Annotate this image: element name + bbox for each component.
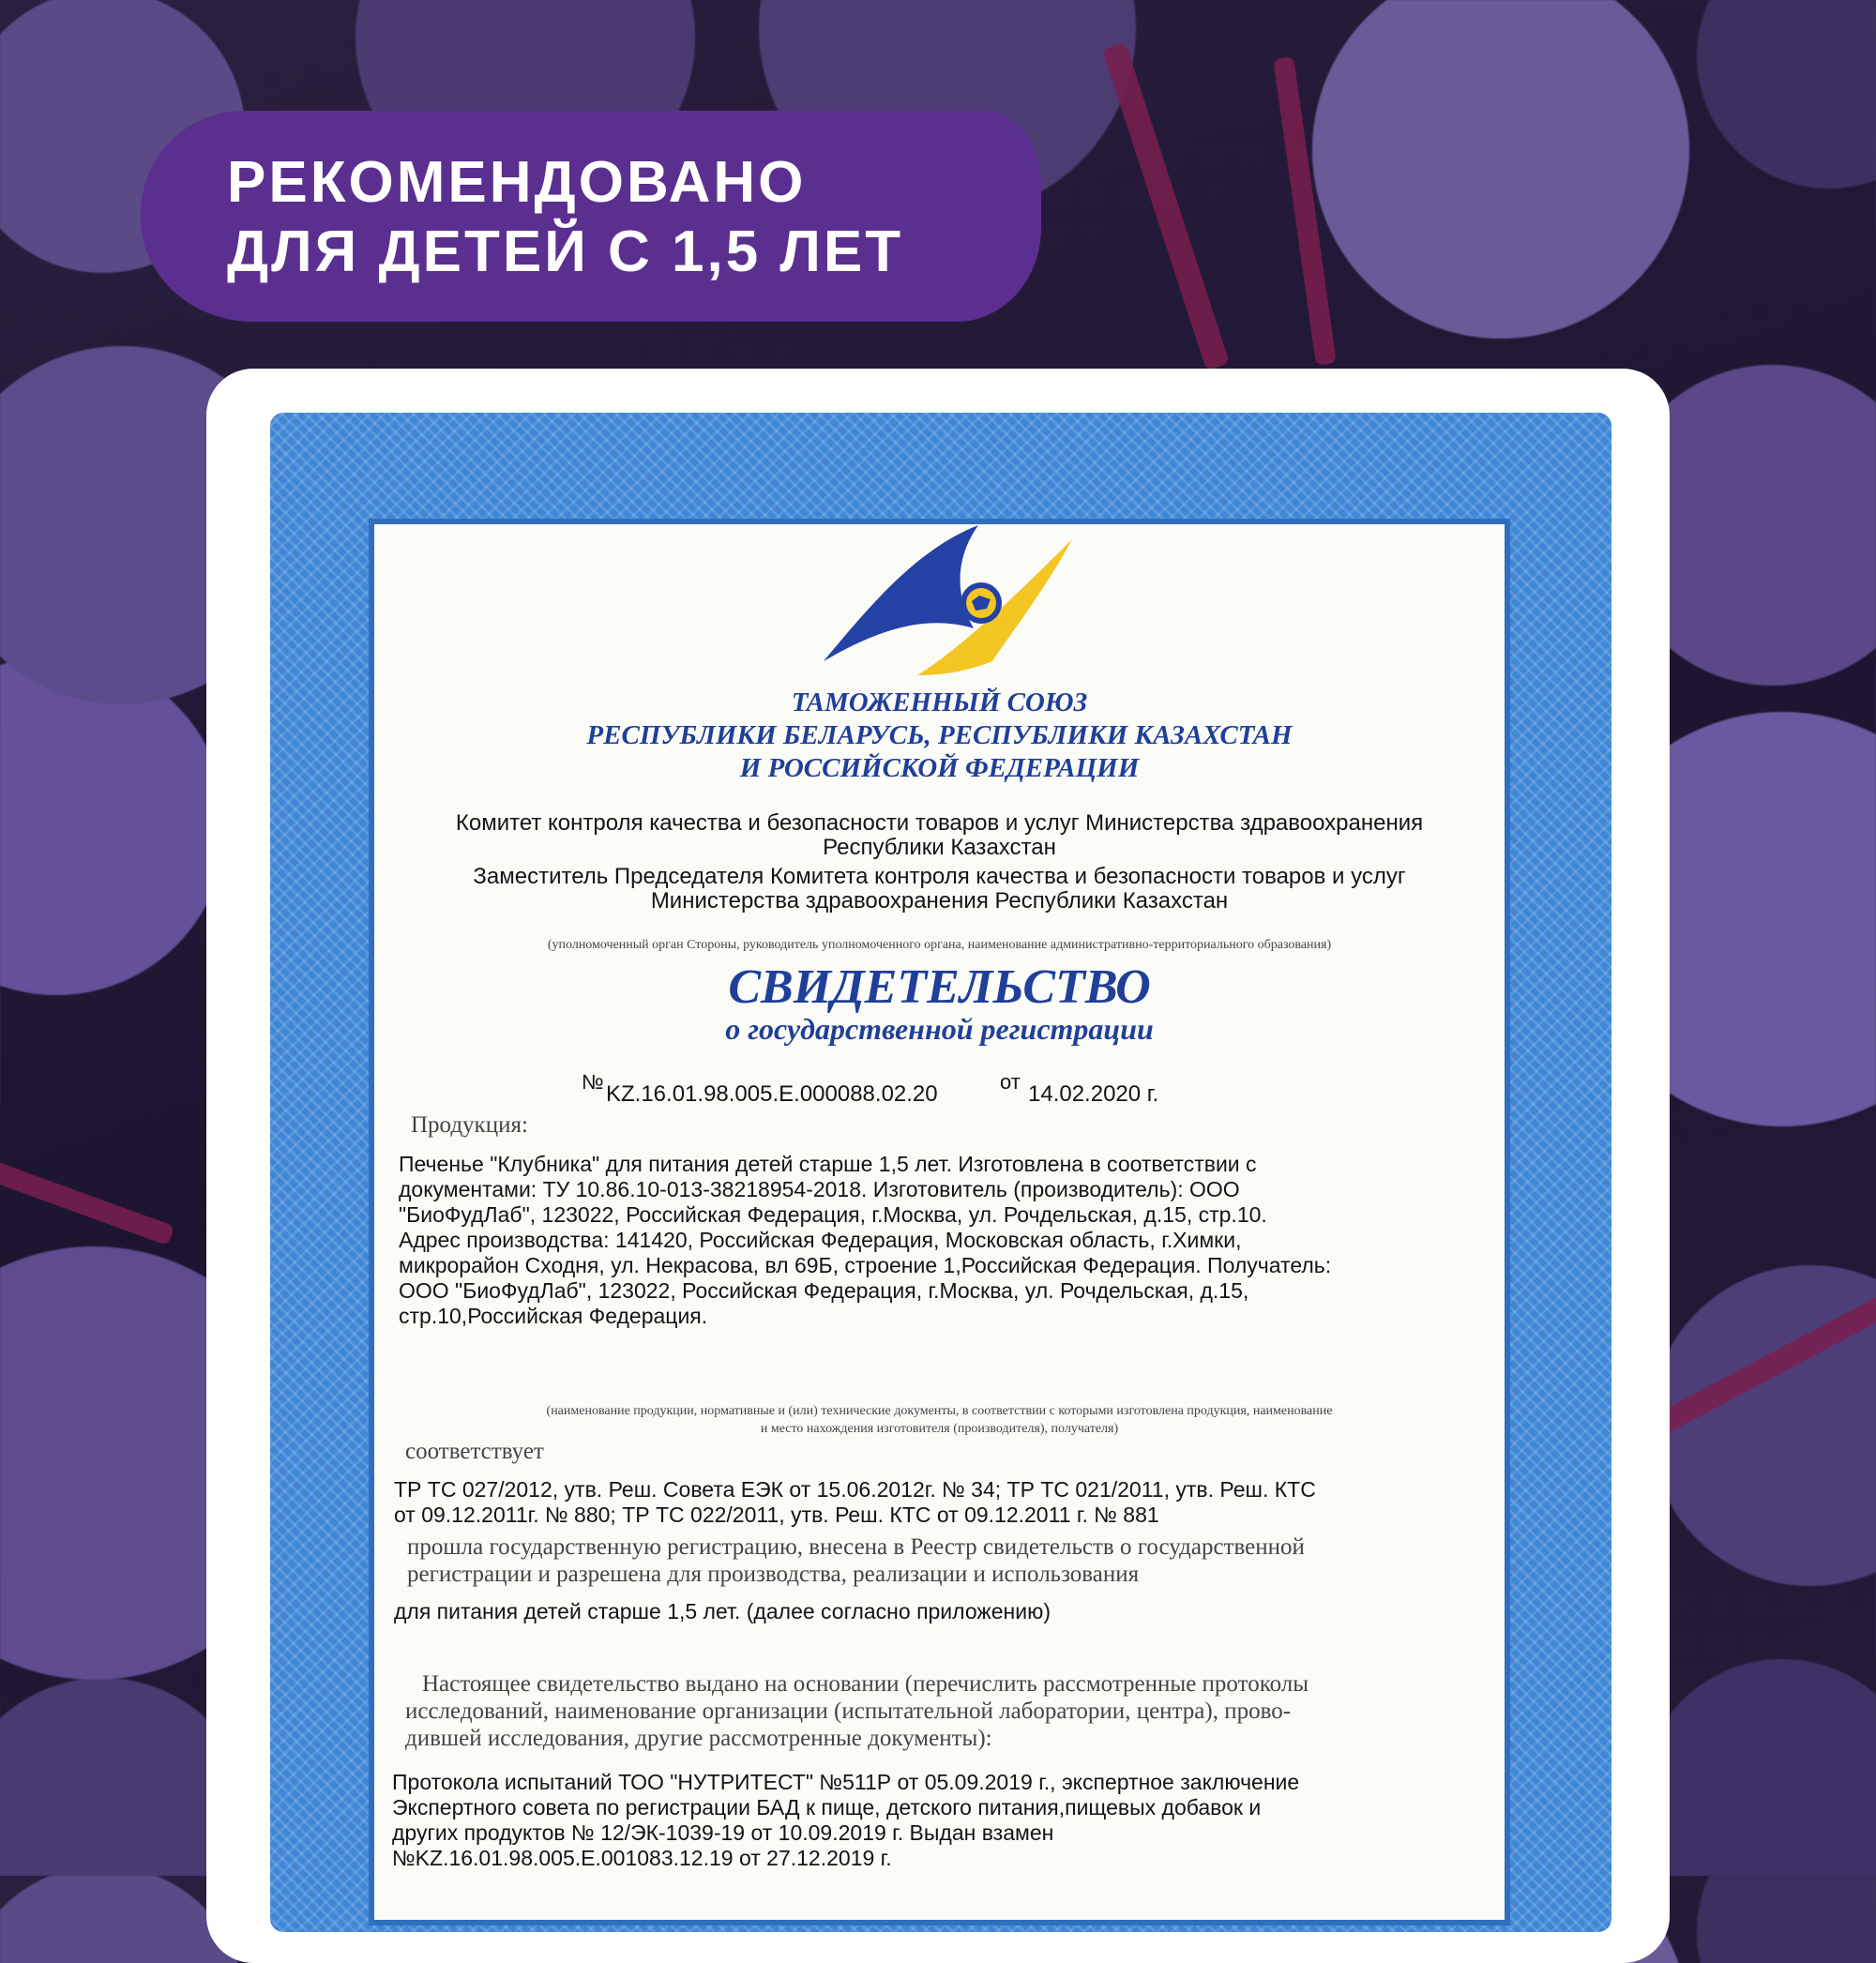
product-label: Продукция: — [411, 1112, 528, 1138]
product-line: микрорайон Сходня, ул. Некрасова, вл 69Б, строение 1,Российская Федерация. Получатель: — [399, 1253, 1332, 1277]
authority-line-2: Республики Казахстан — [823, 835, 1056, 860]
purpose-line: для питания детей старше 1,5 лет. (далее согласно приложению) — [394, 1599, 1051, 1623]
union-title-line-3: И РОССИЙСКОЙ ФЕДЕРАЦИИ — [739, 753, 1140, 783]
authority-line-1: Комитет контроля качества и безопасности товаров и услуг Министерства здравоохранения — [455, 810, 1424, 836]
compliance-label: соответствует — [405, 1439, 544, 1464]
basis-line: Настоящее свидетельство выдано на основании (перечислить рассмотренные протоколы — [422, 1671, 1309, 1697]
product-line: Адрес производства: 141420, Российская Федерация, Московская область, г.Химки, — [399, 1228, 1242, 1252]
banner-line-2: ДЛЯ ДЕТЕЙ С 1,5 ЛЕТ — [227, 219, 904, 284]
compliance-line: ТР ТС 027/2012, утв. Реш. Совета ЕЭК от 15.06.2012г. № 34; ТР ТС 021/2011, утв. Реш. КТС — [394, 1477, 1316, 1502]
authority-line-4: Министерства здравоохранения Республики Казахстан — [650, 888, 1229, 914]
registration-date-label: от — [1000, 1070, 1021, 1094]
banner-line-1: РЕКОМЕНДОВАНО — [227, 150, 807, 215]
beet-stem-decoration — [0, 1137, 174, 1246]
registration-status-line: регистрации и разрешена для производства, реализации и использования — [407, 1562, 1140, 1587]
product-line: стр.10,Российская Федерация. — [399, 1304, 708, 1328]
product-line: документами: ТУ 10.86.10-013-38218954-2018. Изготовитель (производитель): ООО — [399, 1177, 1240, 1201]
basis-line: исследований, наименование организации (испытательной лаборатории, центра), прово- — [405, 1699, 1292, 1724]
authority-note: (уполномоченный орган Стороны, руководитель уполномоченного органа, наименование административно-территориального образования) — [547, 938, 1332, 952]
union-title-line-2: РЕСПУБЛИКИ БЕЛАРУСЬ, РЕСПУБЛИКИ КАЗАХСТАН — [586, 720, 1293, 750]
certificate-title: СВИДЕТЕЛЬСТВО — [728, 960, 1151, 1014]
certificate-subtitle: о государственной регистрации — [725, 1012, 1154, 1046]
registration-number: KZ.16.01.98.005.E.000088.02.20 — [606, 1081, 938, 1107]
registration-number-label: № — [582, 1070, 604, 1094]
union-title-line-1: ТАМОЖЕННЫЙ СОЮЗ — [791, 687, 1088, 717]
product-line: Печенье "Клубника" для питания детей старше 1,5 лет. Изготовлена в соответствии с — [399, 1152, 1257, 1176]
protocol-line: Протокола испытаний ТОО "НУТРИТЕСТ" №511Р от 05.09.2019 г., экспертное заключение — [392, 1770, 1300, 1794]
registration-date: 14.02.2020 г. — [1028, 1081, 1159, 1107]
registration-status-line: прошла государственную регистрацию, внесена в Реестр свидетельств о государственной — [407, 1534, 1305, 1560]
authority-line-3: Заместитель Председателя Комитета контроля качества и безопасности товаров и услуг — [473, 864, 1406, 889]
beet-stem-decoration — [1102, 42, 1230, 370]
protocol-line: других продуктов № 12/ЭК-1039-19 от 10.09.2019 г. Выдан взамен — [392, 1820, 1054, 1845]
basis-line: дившей исследования, другие рассмотренные документы): — [405, 1726, 992, 1751]
compliance-line: от 09.12.2011г. № 880; ТР ТС 022/2011, утв. Реш. КТС от 09.12.2011 г. № 881 — [394, 1502, 1159, 1527]
product-note-line-2: и место нахождения изготовителя (производителя), получателя) — [760, 1422, 1119, 1436]
customs-union-logo-icon — [814, 521, 1077, 680]
product-note-line-1: (наименование продукции, нормативные и (или) технические документы, в соответствии с которыми изготовлена продукция, наименование — [546, 1404, 1333, 1418]
product-line: ООО "БиоФудЛаб", 123022, Российская Федерация, г.Москва, ул. Рочдельская, д.15, — [399, 1278, 1249, 1303]
beet-stem-decoration — [1273, 56, 1337, 366]
protocol-line: Экспертного совета по регистрации БАД к пище, детского питания,пищевых добавок и — [392, 1795, 1262, 1820]
protocol-line: №KZ.16.01.98.005.E.001083.12.19 от 27.12.2019 г. — [392, 1846, 892, 1870]
recommendation-banner-text — [227, 148, 903, 287]
product-line: "БиоФудЛаб", 123022, Российская Федерация, г.Москва, ул. Рочдельская, д.15, стр.10. — [399, 1202, 1267, 1227]
